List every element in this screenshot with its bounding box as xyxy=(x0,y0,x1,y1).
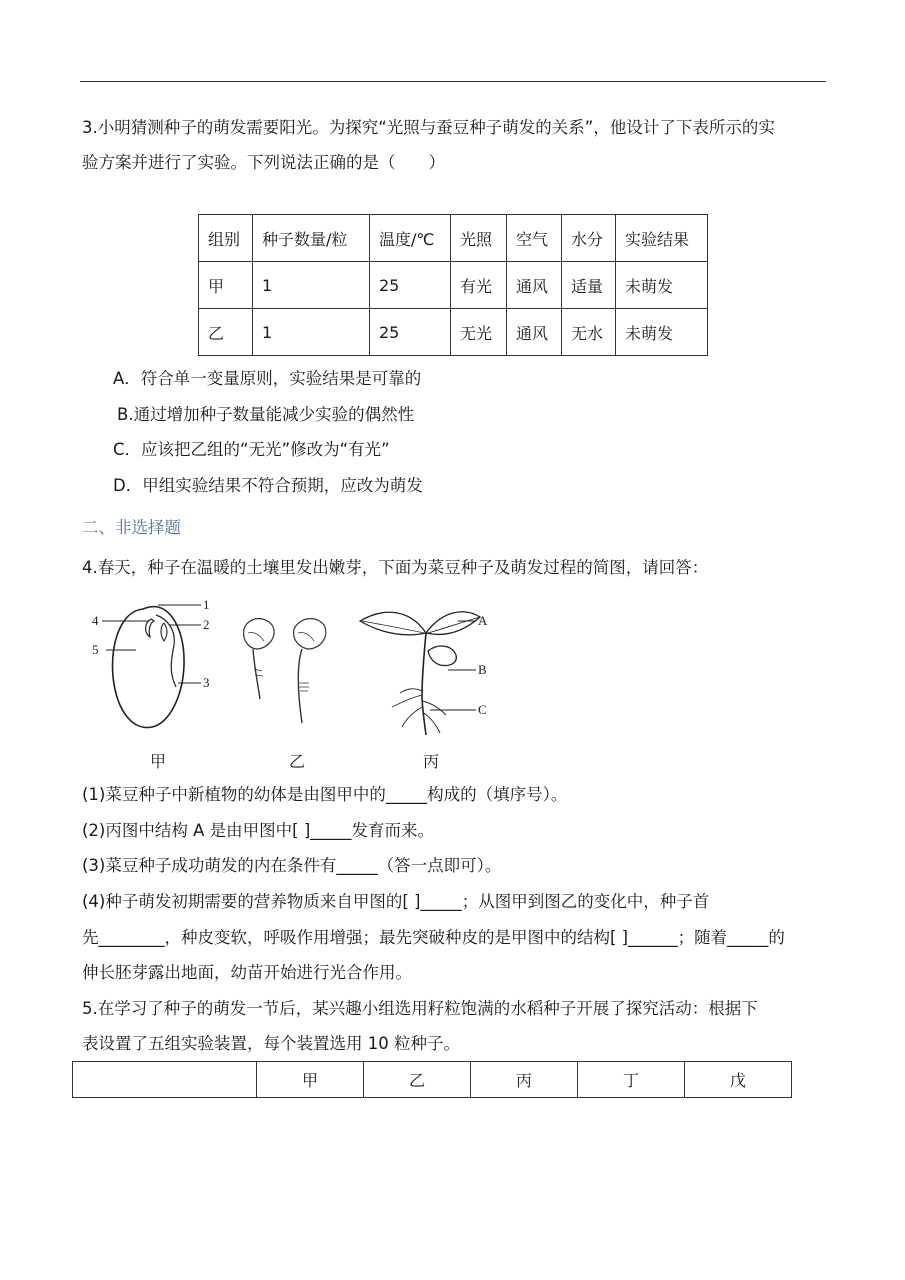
table-header: 乙 xyxy=(364,1062,471,1098)
table-cell: 未萌发 xyxy=(616,309,708,356)
table-header-row xyxy=(73,1062,792,1098)
table-header: 丙 xyxy=(471,1062,578,1098)
q4-sub1: (1)菜豆种子中新植物的幼体是由图甲中的_____构成的（填序号）。 xyxy=(82,785,568,804)
figure-caption-jia: 甲 xyxy=(150,752,167,771)
q4-sub4-line1: (4)种子萌发初期需要的营养物质来自甲图的[ ]_____；从图甲到图乙的变化中，种子首 xyxy=(82,892,710,911)
table-cell: 有光 xyxy=(451,262,507,309)
figure-caption-yi: 乙 xyxy=(289,752,306,771)
bean-seed-diagram xyxy=(102,605,201,728)
seedling-diagram xyxy=(360,612,480,735)
q5-stem-line2: 表设置了五组实验装置，每个装置选用 10 粒种子。 xyxy=(82,1034,460,1053)
q3-option-d: D．甲组实验结果不符合预期，应改为萌发 xyxy=(113,476,423,495)
seed-label-1: 1 xyxy=(203,597,210,612)
table-cell: 通风 xyxy=(507,262,562,309)
plant-label-A: A xyxy=(478,613,488,628)
seed-label-3: 3 xyxy=(203,675,210,690)
table-header: 光照 xyxy=(451,215,507,262)
table-header: 实验结果 xyxy=(616,215,708,262)
table-row xyxy=(199,309,708,356)
table-header: 空气 xyxy=(507,215,562,262)
seed-label-5: 5 xyxy=(92,642,99,657)
q5-stem-line1: 5.在学习了种子的萌发一节后，某兴趣小组选用籽粒饱满的水稻种子开展了探究活动：根据下 xyxy=(82,999,758,1018)
seed-label-2: 2 xyxy=(203,617,210,632)
q3-stem-line2: 验方案并进行了实验。下列说法正确的是（ ） xyxy=(82,153,445,172)
q4-sub4-line3: 伸长胚芽露出地面，幼苗开始进行光合作用。 xyxy=(82,963,412,982)
top-rule xyxy=(80,81,826,82)
table-header: 组别 xyxy=(199,215,253,262)
table-cell: 1 xyxy=(253,262,370,309)
table-header-row xyxy=(199,215,708,262)
table-header: 水分 xyxy=(562,215,616,262)
figure-caption-bing: 丙 xyxy=(423,752,440,771)
table-header: 丁 xyxy=(578,1062,685,1098)
section-title: 二、非选择题 xyxy=(82,518,181,537)
table-cell: 无水 xyxy=(562,309,616,356)
q4-stem: 4.春天，种子在温暖的土壤里发出嫩芽，下面为菜豆种子及萌发过程的简图，请回答： xyxy=(82,558,709,577)
plant-label-C: C xyxy=(478,702,487,717)
q3-table xyxy=(198,214,708,356)
table-header xyxy=(73,1062,257,1098)
q3-option-a: A．符合单一变量原则，实验结果是可靠的 xyxy=(113,369,422,388)
q4-sub4-line2: 先________，种皮变软，呼吸作用增强；最先突破种皮的是甲图中的结构[ ]______；随着_____的 xyxy=(82,928,785,947)
table-header: 种子数量/粒 xyxy=(253,215,370,262)
table-cell: 25 xyxy=(370,309,451,356)
table-row xyxy=(199,262,708,309)
table-cell: 1 xyxy=(253,309,370,356)
q3-stem-line1: 3.小明猜测种子的萌发需要阳光。为探究“光照与蚕豆种子萌发的关系”，他设计了下表所示的实 xyxy=(82,118,775,137)
table-header: 甲 xyxy=(257,1062,364,1098)
plant-label-B: B xyxy=(478,662,487,677)
table-cell: 25 xyxy=(370,262,451,309)
table-cell: 未萌发 xyxy=(616,262,708,309)
table-header: 温度/℃ xyxy=(370,215,451,262)
q3-option-c: C．应该把乙组的“无光”修改为“有光” xyxy=(113,440,390,459)
q4-sub2: (2)丙图中结构 A 是由甲图中[ ]_____发育而来。 xyxy=(82,821,435,840)
seed-label-4: 4 xyxy=(92,613,99,628)
table-cell: 乙 xyxy=(199,309,253,356)
table-cell: 无光 xyxy=(451,309,507,356)
germinating-seed-diagram xyxy=(244,619,326,723)
q3-option-b: B.通过增加种子数量能减少实验的偶然性 xyxy=(117,405,415,424)
table-header: 戊 xyxy=(685,1062,792,1098)
table-cell: 通风 xyxy=(507,309,562,356)
seed-germination-figure xyxy=(88,595,508,745)
q5-table xyxy=(72,1061,792,1098)
table-cell: 适量 xyxy=(562,262,616,309)
table-cell: 甲 xyxy=(199,262,253,309)
q4-sub3: (3)菜豆种子成功萌发的内在条件有_____（答一点即可）。 xyxy=(82,856,502,875)
